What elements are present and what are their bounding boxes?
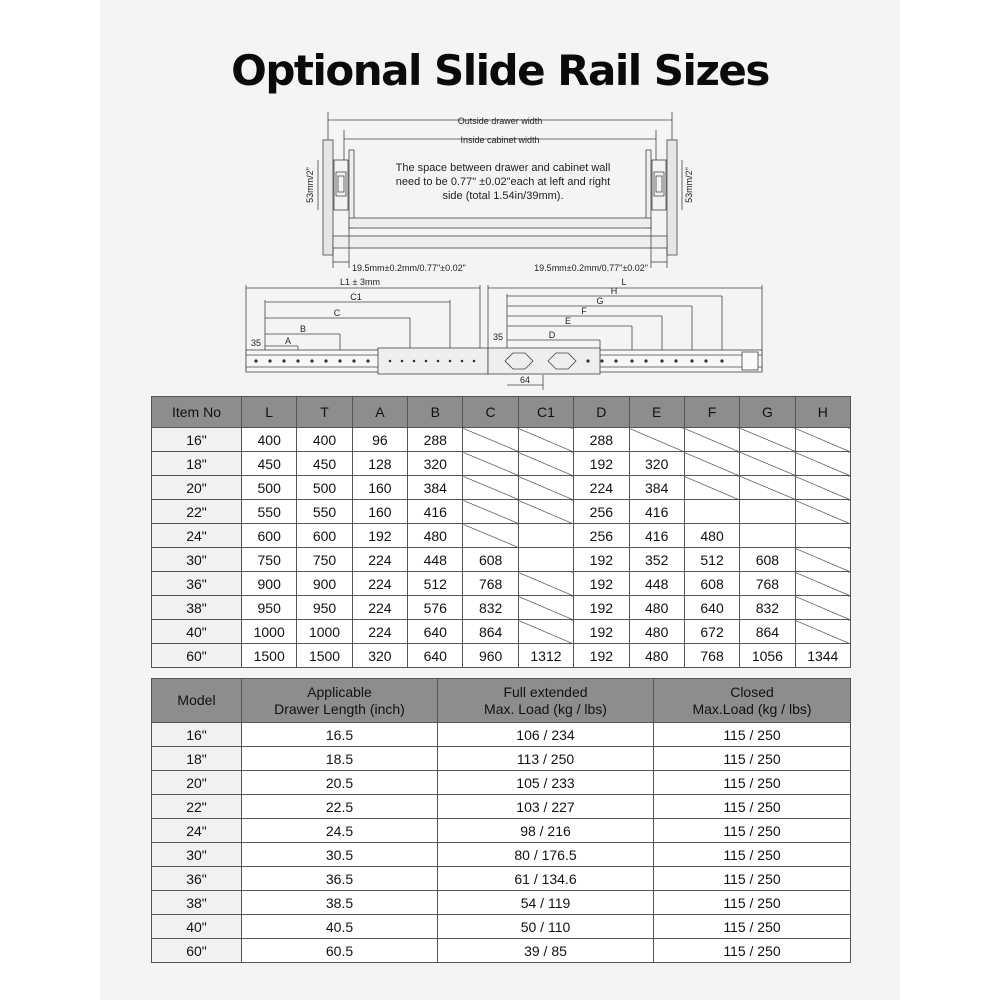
dim-label-35-right: 35 xyxy=(492,332,504,342)
dim-label-G: G xyxy=(596,296,604,306)
header-line: Max. Load (kg / lbs) xyxy=(484,700,607,717)
not-applicable-cell xyxy=(463,476,518,500)
slide-rail-diagram xyxy=(0,0,1000,400)
table-row xyxy=(152,452,851,476)
table-cell: 768 xyxy=(740,572,795,596)
table-row xyxy=(152,747,851,771)
table-cell: 288 xyxy=(408,428,463,452)
table-cell: 500 xyxy=(242,476,297,500)
table-cell: 352 xyxy=(629,548,684,572)
table-cell: 38.5 xyxy=(242,891,438,915)
not-applicable-cell xyxy=(518,572,573,596)
table-row xyxy=(152,428,851,452)
dim-label-B: B xyxy=(299,324,307,334)
not-applicable-cell xyxy=(795,620,850,644)
header-line: Closed xyxy=(730,683,774,700)
row-header-cell: 60" xyxy=(152,644,242,668)
table-cell: 16.5 xyxy=(242,723,438,747)
table-cell: 115 / 250 xyxy=(654,843,851,867)
table-cell: 864 xyxy=(740,620,795,644)
dim-header-cell: F xyxy=(684,397,739,428)
table-row xyxy=(152,723,851,747)
dim-header-cell: D xyxy=(574,397,629,428)
table-cell: 115 / 250 xyxy=(654,891,851,915)
dim-label-C: C xyxy=(333,308,341,318)
table-cell: 61 / 134.6 xyxy=(438,867,654,891)
not-applicable-cell xyxy=(795,452,850,476)
table-cell xyxy=(740,500,795,524)
table-cell: 1312 xyxy=(518,644,573,668)
dim-label-L1: L1 ± 3mm xyxy=(340,277,380,287)
load-header-cell xyxy=(152,679,242,723)
dim-label-64: 64 xyxy=(519,375,531,385)
table-cell: 192 xyxy=(574,620,629,644)
table-row xyxy=(152,795,851,819)
table-cell: 1344 xyxy=(795,644,850,668)
not-applicable-cell xyxy=(795,476,850,500)
not-applicable-cell xyxy=(518,620,573,644)
not-applicable-cell xyxy=(740,452,795,476)
not-applicable-cell xyxy=(684,476,739,500)
table-cell: 550 xyxy=(297,500,352,524)
row-header-cell: 18" xyxy=(152,747,242,771)
not-applicable-cell xyxy=(740,428,795,452)
table-cell: 1056 xyxy=(740,644,795,668)
dim-header-cell: A xyxy=(352,397,407,428)
table-cell: 750 xyxy=(242,548,297,572)
table-cell: 608 xyxy=(740,548,795,572)
dim-header-cell: C xyxy=(463,397,518,428)
row-header-cell: 18" xyxy=(152,452,242,476)
row-header-cell: 30" xyxy=(152,843,242,867)
dimensions-table xyxy=(151,396,851,668)
header-line: Full extended xyxy=(503,683,588,700)
table-cell: 672 xyxy=(684,620,739,644)
table-cell: 608 xyxy=(684,572,739,596)
row-header-cell: 38" xyxy=(152,596,242,620)
table-cell: 832 xyxy=(740,596,795,620)
table-cell: 1000 xyxy=(297,620,352,644)
table-cell xyxy=(518,524,573,548)
dim-header-cell: H xyxy=(795,397,850,428)
table-cell: 80 / 176.5 xyxy=(438,843,654,867)
table-cell: 288 xyxy=(574,428,629,452)
dim-label-E: E xyxy=(564,316,572,326)
table-cell: 448 xyxy=(629,572,684,596)
row-header-cell: 36" xyxy=(152,572,242,596)
header-line: Applicable xyxy=(307,683,372,700)
row-header-cell: 60" xyxy=(152,939,242,963)
load-header-row xyxy=(152,679,851,723)
row-header-cell: 22" xyxy=(152,795,242,819)
table-row xyxy=(152,524,851,548)
load-header-cell xyxy=(242,679,438,723)
table-cell: 115 / 250 xyxy=(654,747,851,771)
dim-label-D: D xyxy=(548,330,556,340)
gap-label-right: 19.5mm±0.2mm/0.77"±0.02" xyxy=(534,263,648,273)
not-applicable-cell xyxy=(795,548,850,572)
table-cell: 160 xyxy=(352,476,407,500)
table-cell: 115 / 250 xyxy=(654,723,851,747)
table-cell: 480 xyxy=(684,524,739,548)
table-row xyxy=(152,596,851,620)
table-cell: 640 xyxy=(408,620,463,644)
table-cell xyxy=(684,500,739,524)
side-view-drawing xyxy=(246,285,762,390)
table-row xyxy=(152,548,851,572)
row-header-cell: 24" xyxy=(152,819,242,843)
table-cell xyxy=(518,548,573,572)
table-cell: 18.5 xyxy=(242,747,438,771)
table-cell: 1500 xyxy=(242,644,297,668)
dim-label-C1: C1 xyxy=(350,292,362,302)
inside-width-label: Inside cabinet width xyxy=(460,135,540,145)
table-row xyxy=(152,771,851,795)
not-applicable-cell xyxy=(518,500,573,524)
table-cell: 400 xyxy=(297,428,352,452)
header-line: Drawer Length (inch) xyxy=(274,700,405,717)
table-cell: 500 xyxy=(297,476,352,500)
table-cell: 20.5 xyxy=(242,771,438,795)
table-cell: 115 / 250 xyxy=(654,795,851,819)
table-cell: 224 xyxy=(574,476,629,500)
not-applicable-cell xyxy=(795,500,850,524)
table-cell: 113 / 250 xyxy=(438,747,654,771)
header-line: Model xyxy=(177,692,216,708)
table-cell: 24.5 xyxy=(242,819,438,843)
table-cell: 54 / 119 xyxy=(438,891,654,915)
table-cell: 115 / 250 xyxy=(654,915,851,939)
not-applicable-cell xyxy=(795,596,850,620)
table-cell: 550 xyxy=(242,500,297,524)
table-cell: 400 xyxy=(242,428,297,452)
table-cell: 128 xyxy=(352,452,407,476)
dim-header-cell: T xyxy=(297,397,352,428)
table-cell: 22.5 xyxy=(242,795,438,819)
table-cell: 768 xyxy=(463,572,518,596)
dim-header-cell: G xyxy=(740,397,795,428)
table-row xyxy=(152,819,851,843)
outside-width-label: Outside drawer width xyxy=(457,116,543,126)
dim-label-H: H xyxy=(610,286,618,296)
table-cell: 192 xyxy=(574,644,629,668)
not-applicable-cell xyxy=(795,572,850,596)
table-cell: 600 xyxy=(297,524,352,548)
not-applicable-cell xyxy=(463,428,518,452)
height-label-left: 53mm/2" xyxy=(305,167,315,203)
table-cell: 768 xyxy=(684,644,739,668)
table-cell: 640 xyxy=(408,644,463,668)
row-header-cell: 16" xyxy=(152,428,242,452)
dim-header-cell: E xyxy=(629,397,684,428)
dim-header-cell: C1 xyxy=(518,397,573,428)
table-cell: 384 xyxy=(408,476,463,500)
table-cell: 450 xyxy=(297,452,352,476)
row-header-cell: 36" xyxy=(152,867,242,891)
not-applicable-cell xyxy=(740,476,795,500)
table-cell: 224 xyxy=(352,596,407,620)
table-cell: 224 xyxy=(352,548,407,572)
not-applicable-cell xyxy=(518,428,573,452)
not-applicable-cell xyxy=(684,452,739,476)
table-cell: 416 xyxy=(408,500,463,524)
table-cell xyxy=(740,524,795,548)
table-cell: 960 xyxy=(463,644,518,668)
table-cell: 224 xyxy=(352,572,407,596)
height-label-right: 53mm/2" xyxy=(684,167,694,203)
table-cell: 320 xyxy=(629,452,684,476)
not-applicable-cell xyxy=(518,596,573,620)
row-header-cell: 24" xyxy=(152,524,242,548)
dim-header-cell: B xyxy=(408,397,463,428)
table-cell: 40.5 xyxy=(242,915,438,939)
table-cell: 480 xyxy=(408,524,463,548)
table-cell: 512 xyxy=(408,572,463,596)
table-cell: 224 xyxy=(352,620,407,644)
table-cell: 106 / 234 xyxy=(438,723,654,747)
table-cell: 115 / 250 xyxy=(654,939,851,963)
load-header-cell xyxy=(438,679,654,723)
table-cell: 96 xyxy=(352,428,407,452)
not-applicable-cell xyxy=(684,428,739,452)
dimensions-header-row xyxy=(152,397,851,428)
row-header-cell: 16" xyxy=(152,723,242,747)
load-table xyxy=(151,678,851,963)
table-cell: 900 xyxy=(242,572,297,596)
table-cell: 640 xyxy=(684,596,739,620)
table-cell: 576 xyxy=(408,596,463,620)
table-cell: 864 xyxy=(463,620,518,644)
table-cell: 160 xyxy=(352,500,407,524)
table-cell: 192 xyxy=(574,596,629,620)
row-header-cell: 30" xyxy=(152,548,242,572)
table-cell: 115 / 250 xyxy=(654,867,851,891)
row-header-cell: 40" xyxy=(152,620,242,644)
table-cell: 832 xyxy=(463,596,518,620)
row-header-cell: 20" xyxy=(152,476,242,500)
dim-label-L: L xyxy=(621,277,627,287)
table-cell: 192 xyxy=(574,548,629,572)
table-cell: 416 xyxy=(629,500,684,524)
table-row xyxy=(152,867,851,891)
dim-label-A: A xyxy=(284,336,292,346)
table-cell: 192 xyxy=(352,524,407,548)
row-header-cell: 22" xyxy=(152,500,242,524)
table-cell: 115 / 250 xyxy=(654,771,851,795)
table-cell: 600 xyxy=(242,524,297,548)
table-cell: 416 xyxy=(629,524,684,548)
not-applicable-cell xyxy=(463,524,518,548)
dim-header-cell: Item No xyxy=(152,397,242,428)
table-cell: 192 xyxy=(574,572,629,596)
table-cell: 256 xyxy=(574,500,629,524)
table-cell xyxy=(795,524,850,548)
table-cell: 1500 xyxy=(297,644,352,668)
table-cell: 950 xyxy=(297,596,352,620)
table-row xyxy=(152,644,851,668)
table-cell: 192 xyxy=(574,452,629,476)
table-cell: 115 / 250 xyxy=(654,819,851,843)
header-line: Max.Load (kg / lbs) xyxy=(692,700,812,717)
row-header-cell: 40" xyxy=(152,915,242,939)
row-header-cell: 20" xyxy=(152,771,242,795)
gap-note-line-1: The space between drawer and cabinet wall xyxy=(395,162,611,174)
table-cell: 608 xyxy=(463,548,518,572)
table-cell: 950 xyxy=(242,596,297,620)
not-applicable-cell xyxy=(518,452,573,476)
table-cell: 98 / 216 xyxy=(438,819,654,843)
table-cell: 480 xyxy=(629,644,684,668)
table-row xyxy=(152,939,851,963)
table-cell: 480 xyxy=(629,596,684,620)
table-cell: 256 xyxy=(574,524,629,548)
dim-header-cell: L xyxy=(242,397,297,428)
not-applicable-cell xyxy=(629,428,684,452)
table-cell: 103 / 227 xyxy=(438,795,654,819)
dim-label-F: F xyxy=(581,306,587,316)
table-cell: 39 / 85 xyxy=(438,939,654,963)
table-cell: 50 / 110 xyxy=(438,915,654,939)
table-cell: 450 xyxy=(242,452,297,476)
table-cell: 320 xyxy=(352,644,407,668)
table-cell: 105 / 233 xyxy=(438,771,654,795)
not-applicable-cell xyxy=(463,500,518,524)
table-cell: 512 xyxy=(684,548,739,572)
table-row xyxy=(152,500,851,524)
table-row xyxy=(152,843,851,867)
table-row xyxy=(152,620,851,644)
row-header-cell: 38" xyxy=(152,891,242,915)
page-title: Optional Slide Rail Sizes xyxy=(231,46,769,95)
table-cell: 1000 xyxy=(242,620,297,644)
gap-note-line-2: need to be 0.77" ±0.02"each at left and right xyxy=(395,176,611,188)
table-cell: 30.5 xyxy=(242,843,438,867)
table-row xyxy=(152,476,851,500)
table-cell: 448 xyxy=(408,548,463,572)
not-applicable-cell xyxy=(463,452,518,476)
table-row xyxy=(152,915,851,939)
gap-note-line-3: side (total 1.54in/39mm). xyxy=(442,190,564,202)
dim-label-35-left: 35 xyxy=(250,338,262,348)
load-header-cell xyxy=(654,679,851,723)
table-cell: 900 xyxy=(297,572,352,596)
table-cell: 320 xyxy=(408,452,463,476)
not-applicable-cell xyxy=(795,428,850,452)
not-applicable-cell xyxy=(518,476,573,500)
table-cell: 384 xyxy=(629,476,684,500)
table-cell: 480 xyxy=(629,620,684,644)
table-cell: 750 xyxy=(297,548,352,572)
table-row xyxy=(152,572,851,596)
table-cell: 60.5 xyxy=(242,939,438,963)
table-row xyxy=(152,891,851,915)
table-cell: 36.5 xyxy=(242,867,438,891)
gap-label-left: 19.5mm±0.2mm/0.77"±0.02" xyxy=(352,263,466,273)
